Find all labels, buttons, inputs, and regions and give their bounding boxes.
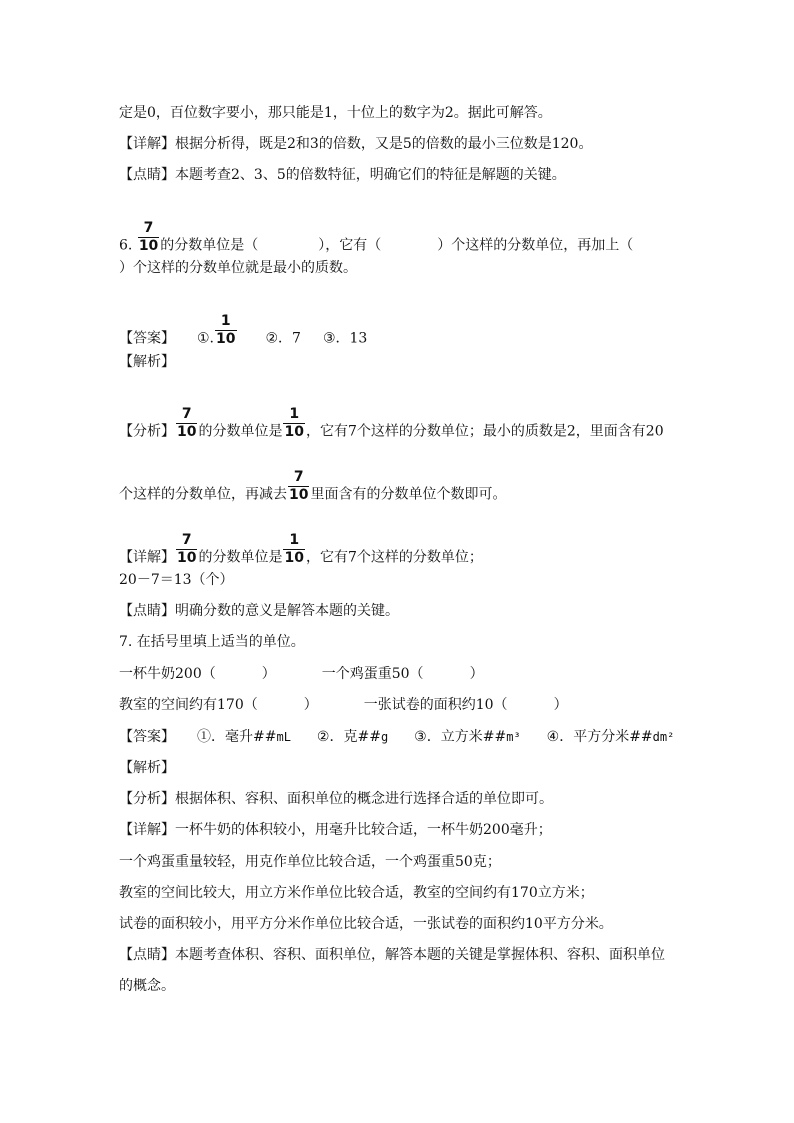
question-number: 6. (119, 237, 133, 254)
detail-7-line-4: 试卷的面积较小，用平方分米作单位比较合适，一张试卷的面积约10平方分米。 (119, 916, 613, 932)
fraction-1-10: $\frac{1}{10}$ (284, 406, 304, 440)
detail-7-line-3: 教室的空间比较大，用立方米作单位比较合适，教室的空间约有170立方米； (119, 885, 594, 901)
question-7-row-1: 一杯牛奶200（ ） 一个鸡蛋重50（ ） (119, 666, 484, 682)
question-7-row-2: 教室的空间约有170（ ） 一张试卷的面积约10（ ） (119, 697, 568, 713)
detail-line: 【详解】根据分析得，既是2和3的倍数，又是5的倍数的最小三位数是120。 (119, 136, 593, 152)
analysis-heading: 【解析】 (119, 760, 175, 776)
fraction-7-10: $\frac{7}{10}$ (177, 406, 197, 440)
question-6: 6. $\frac{7}{10}$ 的分数单位是（ ），它有（ ）个这样的分数单位，再加上（ (119, 220, 634, 254)
fraction-7-10: $\frac{7}{10}$ (138, 220, 159, 254)
analysis-6-cont: 个这样的分数单位，再减去 $\frac{7}{10}$ 里面含有的分数单位个数即可。 (119, 469, 507, 503)
fraction-7-10: $\frac{7}{10}$ (289, 469, 309, 503)
analysis-6: 【分析】 $\frac{7}{10}$ 的分数单位是 $\frac{1}{10}$ ，它有7个这样的分数单位；最小的质数是2，里面含有20 (119, 406, 664, 440)
key-point-7-line-1: 【点睛】本题考查体积、容积、面积单位，解答本题的关键是掌握体积、容积、面积单位 (119, 947, 665, 963)
analysis-7: 【分析】根据体积、容积、面积单位的概念进行选择合适的单位即可。 (119, 791, 553, 807)
text-line: 定是0，百位数字要小，那只能是1，十位上的数字为2。据此可解答。 (119, 105, 552, 121)
key-point-6: 【点睛】明确分数的意义是解答本题的关键。 (119, 603, 399, 619)
answer-6: 【答案】 ①. $\frac{1}{10}$ ②．7 ③．13 (119, 313, 368, 347)
analysis-heading: 【解析】 (119, 354, 175, 370)
calculation: 20－7＝13（个） (119, 572, 234, 588)
answer-7: 【答案】 ①．毫升##mL ②．克##g ③．立方米##m³ ④．平方分米##dm² (119, 729, 675, 745)
key-point-7-line-2: 的概念。 (119, 978, 175, 994)
question-7-title: 7. 在括号里填上适当的单位。 (119, 634, 305, 650)
detail-7-line-1: 【详解】一杯牛奶的体积较小，用毫升比较合适，一杯牛奶200毫升； (119, 822, 552, 838)
detail-6: 【详解】 $\frac{7}{10}$ 的分数单位是 $\frac{1}{10}$ ，它有7个这样的分数单位； (119, 532, 483, 566)
key-point-line: 【点睛】本题考查2、3、5的倍数特征，明确它们的特征是解题的关键。 (119, 167, 566, 183)
question-6-cont: ）个这样的分数单位就是最小的质数。 (119, 260, 357, 276)
detail-7-line-2: 一个鸡蛋重量较轻，用克作单位比较合适，一个鸡蛋重50克； (119, 854, 501, 870)
fraction-7-10: $\frac{7}{10}$ (177, 532, 197, 566)
fraction-1-10: $\frac{1}{10}$ (216, 313, 236, 347)
fraction-1-10: $\frac{1}{10}$ (284, 532, 304, 566)
